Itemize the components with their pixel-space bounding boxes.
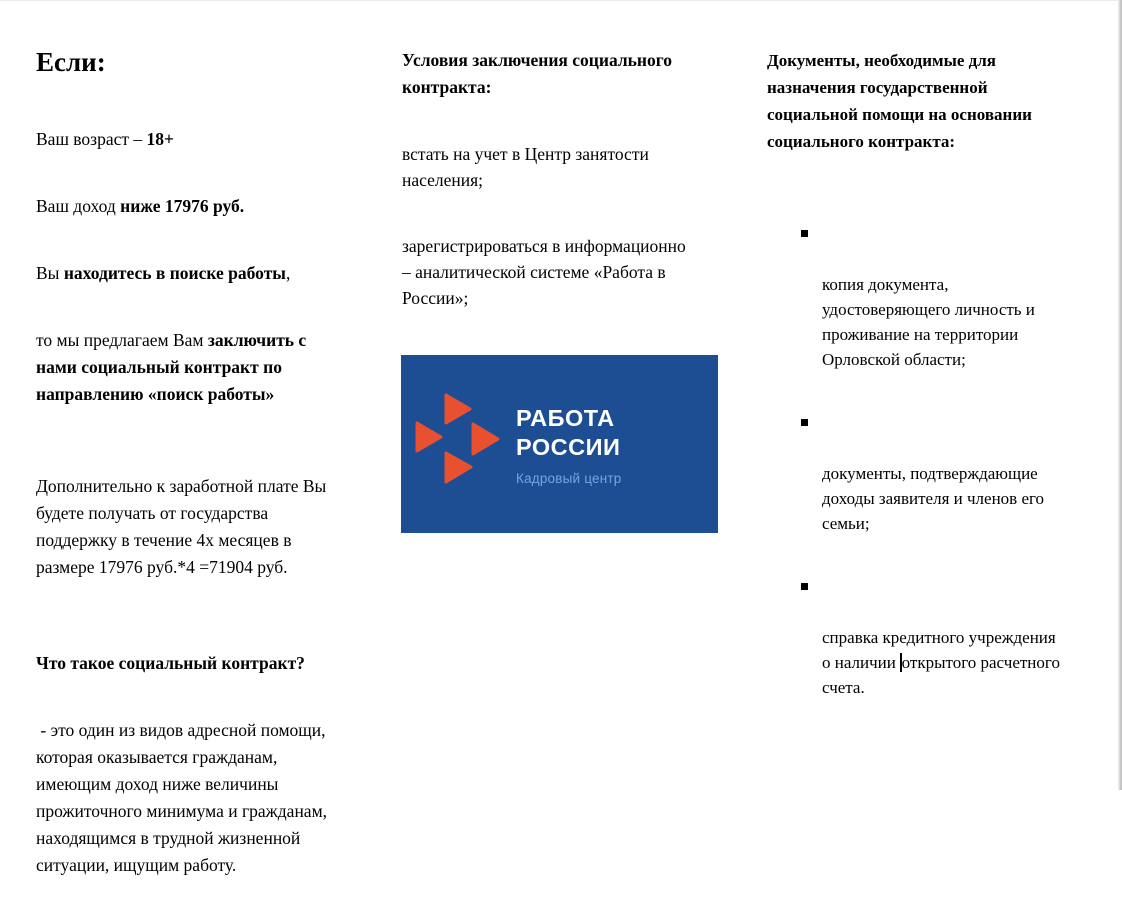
list-item-text: копия документа, удостоверяющего личность и проживание на территории Орловской области; — [822, 275, 1035, 369]
bullet-square-icon — [801, 419, 808, 426]
rabota-rossii-logo — [401, 355, 718, 533]
page-right-edge — [1118, 0, 1122, 790]
list-item — [767, 222, 1097, 372]
list-item — [767, 575, 1097, 700]
condition-item: встать на учет в Центр занятости населения; — [402, 144, 649, 190]
paragraph-offer-bold: заключить с нами социальный контракт по направлению «поиск работы» — [36, 330, 307, 404]
paragraph-age-text: Ваш возраст – — [36, 129, 147, 149]
logo-title-line1: РАБОТА — [516, 405, 615, 431]
paragraph-job-search-bold: находитесь в поиске работы — [63, 263, 286, 283]
right-column — [767, 20, 1097, 766]
question-answer: - это один из видов адресной помощи, которая оказывается гражданам, имеющим доход ниже величины прожиточного минимума и гражданам, находящимся в трудной жизненной ситуации, ищущим работу. — [36, 720, 328, 875]
list-item-text: документы, подтверждающие доходы заявителя и членов его семьи; — [822, 464, 1045, 533]
list-item — [767, 411, 1097, 536]
paragraph-income-text: Ваш доход — [36, 196, 121, 216]
paragraph-offer-text: то мы предлагаем Вам — [36, 330, 208, 350]
condition-item: зарегистрироваться в информационно – аналитической системе «Работа в России»; — [402, 236, 686, 308]
bullet-square-icon — [801, 583, 808, 590]
list-item-text: справка кредитного учреждения о наличии — [822, 628, 1056, 672]
paragraph-support: Дополнительно к заработной плате Вы будете получать от государства поддержку в течение 4х месяцев в размере 17976 руб.*4 =71904 руб. — [36, 476, 327, 577]
bullet-square-icon — [801, 230, 808, 237]
logo-title-line2: РОССИИ — [516, 433, 621, 460]
paragraph-offer — [36, 327, 358, 408]
paragraph-age — [36, 126, 358, 153]
question-heading: Что такое социальный контракт? — [36, 653, 305, 673]
logo-subtitle: Кадровый центр — [516, 471, 622, 486]
paragraph-age-bold: 18+ — [146, 129, 175, 149]
paragraph-job-search — [36, 260, 358, 287]
list-item-text: открытого расчетного счета. — [822, 653, 1060, 697]
paragraph-job-search-suffix: , — [285, 263, 291, 283]
left-column — [36, 20, 358, 919]
documents-list — [767, 195, 1097, 739]
paragraph-income — [36, 193, 358, 220]
page-top-edge — [0, 0, 1122, 1]
paragraph-job-search-text: Вы — [36, 263, 64, 283]
paragraph-income-bold: ниже 17976 руб. — [120, 196, 245, 216]
logo-title — [516, 404, 620, 461]
right-column-heading: Документы, необходимые для назначения государственной социальной помощи на основании социального контракта: — [767, 51, 1032, 151]
middle-column-heading: Условия заключения социального контракта: — [402, 50, 673, 97]
left-column-heading: Если: — [36, 47, 106, 77]
